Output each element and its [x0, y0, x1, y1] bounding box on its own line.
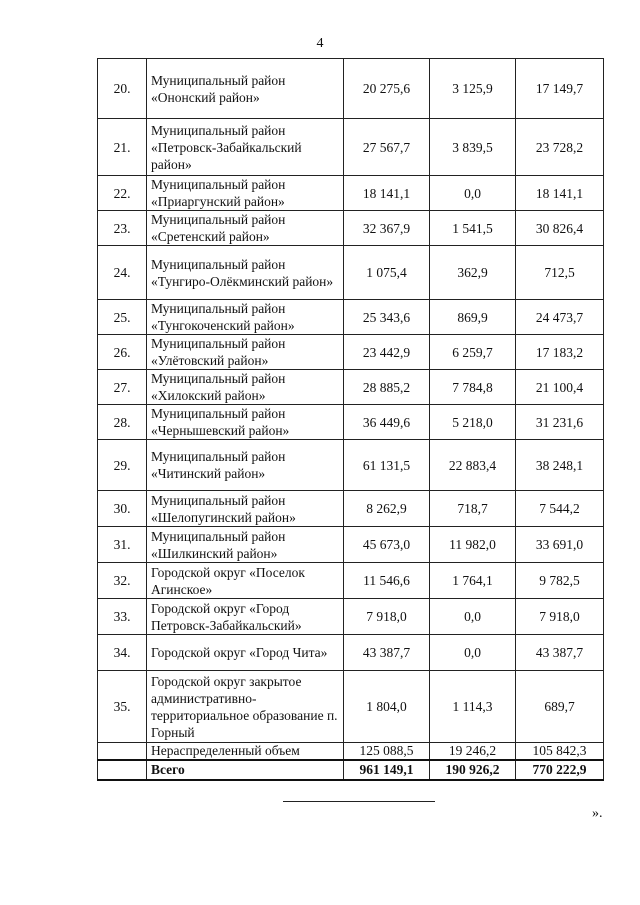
- row-number-empty: [98, 743, 147, 760]
- municipality-name: Городской округ «Город Чита»: [147, 635, 344, 671]
- value-second: 5 218,0: [430, 405, 516, 440]
- municipality-name: Муниципальный район «Сретенский район»: [147, 211, 344, 246]
- value-third: 30 826,4: [516, 211, 604, 246]
- value-second: 0,0: [430, 176, 516, 211]
- value-second: 22 883,4: [430, 440, 516, 491]
- value-total: 125 088,5: [344, 743, 430, 760]
- value-third: 17 149,7: [516, 59, 604, 119]
- row-number-empty: [98, 760, 147, 780]
- table-row: [98, 176, 604, 211]
- table-row: [98, 491, 604, 527]
- value-third: 7 544,2: [516, 491, 604, 527]
- row-number: 29.: [98, 440, 147, 491]
- value-second: 7 784,8: [430, 370, 516, 405]
- value-total: 11 546,6: [344, 563, 430, 599]
- table-row: [98, 671, 604, 743]
- unallocated-row: [98, 743, 604, 760]
- value-second: 1 764,1: [430, 563, 516, 599]
- value-second: 6 259,7: [430, 335, 516, 370]
- value-total: 18 141,1: [344, 176, 430, 211]
- value-total: 43 387,7: [344, 635, 430, 671]
- row-number: 27.: [98, 370, 147, 405]
- row-number: 28.: [98, 405, 147, 440]
- value-second: 869,9: [430, 300, 516, 335]
- value-total: 23 442,9: [344, 335, 430, 370]
- municipality-name: Муниципальный район «Приаргунский район»: [147, 176, 344, 211]
- table-row: [98, 635, 604, 671]
- table-row: [98, 335, 604, 370]
- value-total: 32 367,9: [344, 211, 430, 246]
- value-second: 362,9: [430, 246, 516, 300]
- value-second: 19 246,2: [430, 743, 516, 760]
- value-third: 712,5: [516, 246, 604, 300]
- row-number: 34.: [98, 635, 147, 671]
- value-total: 8 262,9: [344, 491, 430, 527]
- value-second: 3 839,5: [430, 119, 516, 176]
- value-third: 105 842,3: [516, 743, 604, 760]
- value-total: 25 343,6: [344, 300, 430, 335]
- municipality-name: Муниципальный район «Тунгокоченский район»: [147, 300, 344, 335]
- row-number: 32.: [98, 563, 147, 599]
- table-row: [98, 211, 604, 246]
- table-row: [98, 440, 604, 491]
- value-second: 190 926,2: [430, 760, 516, 780]
- value-third: 7 918,0: [516, 599, 604, 635]
- table-row: [98, 405, 604, 440]
- value-total: 961 149,1: [344, 760, 430, 780]
- value-total: 20 275,6: [344, 59, 430, 119]
- value-second: 0,0: [430, 635, 516, 671]
- municipality-name: Муниципальный район «Шелопугинский район»: [147, 491, 344, 527]
- value-second: 3 125,9: [430, 59, 516, 119]
- row-number: 23.: [98, 211, 147, 246]
- table-row: [98, 59, 604, 119]
- value-total: 28 885,2: [344, 370, 430, 405]
- table-row: [98, 563, 604, 599]
- municipality-name: Городской округ «Поселок Агинское»: [147, 563, 344, 599]
- value-total: 45 673,0: [344, 527, 430, 563]
- value-total: 7 918,0: [344, 599, 430, 635]
- municipality-name: Муниципальный район «Тунгиро-Олёкминский район»: [147, 246, 344, 300]
- row-number: 22.: [98, 176, 147, 211]
- value-third: 18 141,1: [516, 176, 604, 211]
- closing-quote: ».: [592, 806, 603, 821]
- row-number: 33.: [98, 599, 147, 635]
- value-third: 33 691,0: [516, 527, 604, 563]
- value-third: 24 473,7: [516, 300, 604, 335]
- table-row: [98, 599, 604, 635]
- total-label: Всего: [147, 760, 344, 780]
- municipality-name: Муниципальный район «Петровск-Забайкальский район»: [147, 119, 344, 176]
- row-number: 31.: [98, 527, 147, 563]
- municipality-name: Городской округ «Город Петровск-Забайкальский»: [147, 599, 344, 635]
- page-number: 4: [316, 36, 324, 51]
- value-third: 770 222,9: [516, 760, 604, 780]
- value-third: 43 387,7: [516, 635, 604, 671]
- footer-divider: [283, 801, 435, 802]
- value-third: 23 728,2: [516, 119, 604, 176]
- value-second: 11 982,0: [430, 527, 516, 563]
- table-row: [98, 300, 604, 335]
- municipality-name: Городской округ закрытое административно-территориальное образование п. Горный: [147, 671, 344, 743]
- value-second: 1 541,5: [430, 211, 516, 246]
- allocation-table: [97, 58, 604, 781]
- value-total: 36 449,6: [344, 405, 430, 440]
- table-row: [98, 119, 604, 176]
- table-row: [98, 246, 604, 300]
- municipality-name: Муниципальный район «Шилкинский район»: [147, 527, 344, 563]
- value-total: 27 567,7: [344, 119, 430, 176]
- municipality-name: Муниципальный район «Улётовский район»: [147, 335, 344, 370]
- table-row: [98, 370, 604, 405]
- value-second: 718,7: [430, 491, 516, 527]
- value-total: 1 075,4: [344, 246, 430, 300]
- municipality-name: Муниципальный район «Ононский район»: [147, 59, 344, 119]
- value-third: 9 782,5: [516, 563, 604, 599]
- value-third: 689,7: [516, 671, 604, 743]
- value-third: 38 248,1: [516, 440, 604, 491]
- row-number: 24.: [98, 246, 147, 300]
- table-row: [98, 527, 604, 563]
- municipality-name: Муниципальный район «Читинский район»: [147, 440, 344, 491]
- value-third: 21 100,4: [516, 370, 604, 405]
- row-number: 20.: [98, 59, 147, 119]
- municipality-name: Муниципальный район «Хилокский район»: [147, 370, 344, 405]
- row-number: 21.: [98, 119, 147, 176]
- row-number: 35.: [98, 671, 147, 743]
- row-number: 26.: [98, 335, 147, 370]
- value-third: 17 183,2: [516, 335, 604, 370]
- unallocated-label: Нераспределенный объем: [147, 743, 344, 760]
- row-number: 25.: [98, 300, 147, 335]
- value-total: 1 804,0: [344, 671, 430, 743]
- value-second: 0,0: [430, 599, 516, 635]
- value-total: 61 131,5: [344, 440, 430, 491]
- row-number: 30.: [98, 491, 147, 527]
- total-row: [98, 760, 604, 780]
- municipality-name: Муниципальный район «Чернышевский район»: [147, 405, 344, 440]
- value-second: 1 114,3: [430, 671, 516, 743]
- value-third: 31 231,6: [516, 405, 604, 440]
